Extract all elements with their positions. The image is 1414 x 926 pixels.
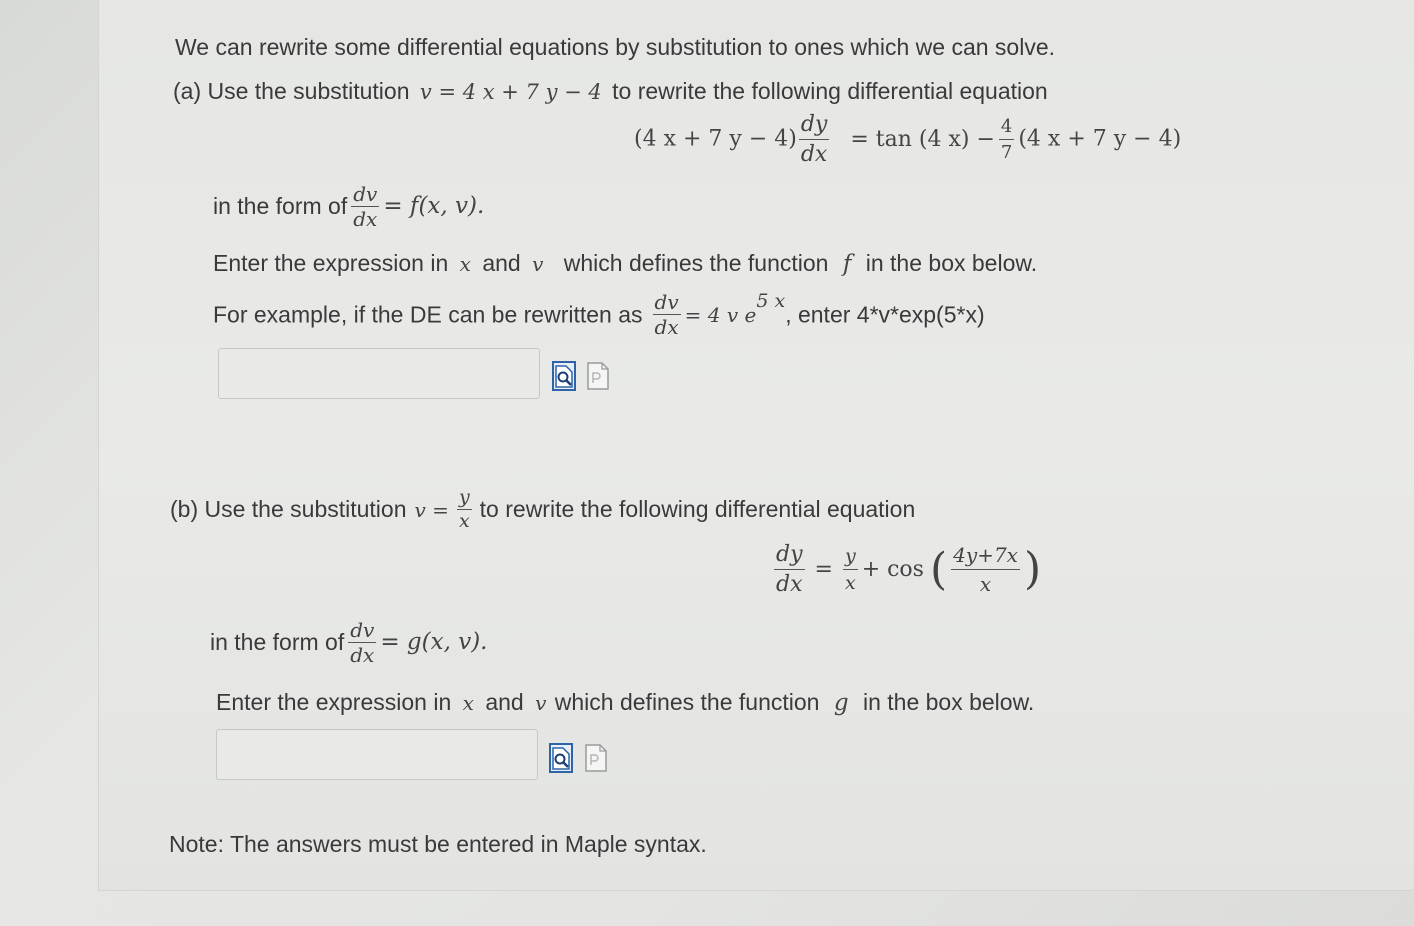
part-b-left-paren: (	[929, 543, 948, 595]
part-b-yx-den: x	[844, 572, 856, 594]
part-b-instruction	[216, 691, 1034, 715]
part-a-rhs-tail: (4 x + 7 y − 4)	[1018, 126, 1182, 152]
part-a-instr-v: v	[532, 252, 544, 276]
part-b-arg-frac	[951, 543, 1020, 596]
part-a-instr-f: f	[842, 251, 852, 277]
part-b-form-den: dx	[350, 643, 375, 667]
part-a-rhs-tan: = tan (4 x) −	[850, 126, 995, 152]
part-a-example-exp: 5 x	[756, 290, 786, 312]
part-b-instr-2: which defines the function	[554, 689, 820, 715]
part-a-form-num: dv	[353, 182, 378, 206]
part-a-prefix: (a) Use the substitution	[173, 78, 410, 104]
part-a-example	[213, 290, 985, 340]
part-a-instr-3: in the box below.	[865, 250, 1038, 276]
part-a-deriv-num: dy	[799, 112, 830, 140]
part-a-coefficient	[999, 116, 1014, 163]
part-b-deriv-den: dx	[776, 572, 803, 597]
part-b-form-prefix: in the form of	[210, 629, 345, 655]
part-b-instr-v: v	[535, 691, 547, 715]
part-a-derivative	[799, 112, 830, 167]
part-a-equation	[634, 112, 1181, 167]
part-b-arg-den: x	[979, 572, 992, 596]
part-b-plus-cos: + cos	[861, 557, 924, 582]
part-b-suffix: to rewrite the following differential equation	[479, 496, 916, 522]
part-a-form-rhs: = f(x, v).	[383, 193, 485, 219]
part-a-coef-den: 7	[1000, 142, 1013, 163]
part-a-instruction	[213, 252, 1037, 276]
part-a-example-suffix: , enter 4*v*exp(5*x)	[785, 301, 985, 328]
part-a-form-line	[213, 184, 484, 229]
part-b-deriv-num: dy	[774, 542, 805, 570]
part-a-lhs-factor: (4 x + 7 y − 4)	[634, 126, 797, 152]
part-b-instr-3: in the box below.	[862, 689, 1035, 715]
part-a-answer-input[interactable]	[218, 348, 540, 399]
part-a-instr-1: Enter the expression in	[213, 250, 449, 276]
part-a-example-num: dv	[654, 290, 679, 315]
part-b-form-rhs: = g(x, v).	[380, 629, 488, 655]
part-b-instr-1: Enter the expression in	[216, 689, 452, 715]
part-a-deriv-den: dx	[800, 142, 828, 167]
part-b-eq-sign: =	[814, 557, 833, 582]
part-b-instr-x: x	[462, 691, 474, 715]
part-a-substitution: v = 4 x + 7 y − 4	[419, 80, 602, 104]
part-a-suffix: to rewrite the following differential equation	[612, 78, 1048, 104]
part-a-example-frac	[653, 290, 681, 340]
intro-text: We can rewrite some differential equations by substitution to ones which we can solve.	[175, 34, 1056, 60]
part-b-header	[170, 488, 915, 531]
part-a-form-den: dx	[353, 207, 378, 231]
part-a-example-den: dx	[654, 315, 679, 340]
part-b-form-frac	[348, 620, 376, 665]
part-b-right-paren: )	[1023, 543, 1042, 595]
part-a-instr-2: which defines the function	[563, 250, 829, 276]
part-b-sub-den: x	[458, 510, 470, 532]
part-a-instr-x: x	[459, 252, 471, 276]
part-a-coef-num: 4	[999, 116, 1014, 140]
part-b-form-num: dv	[350, 618, 375, 642]
part-a-form-frac	[351, 184, 379, 229]
part-a-example-rhs: = 4 v e	[684, 302, 757, 327]
part-b-equation	[770, 542, 1041, 597]
part-b-prefix: (b) Use the substitution	[170, 496, 407, 522]
maple-syntax-note: Note: The answers must be entered in Maple syntax.	[169, 831, 707, 857]
part-a-example-prefix: For example, if the DE can be rewritten as	[213, 301, 643, 328]
part-b-sub-frac	[457, 488, 472, 531]
part-b-yx-frac	[843, 545, 858, 594]
part-b-sub-num: y	[458, 486, 470, 508]
part-b-instr-g: g	[833, 690, 849, 716]
part-a-form-prefix: in the form of	[213, 193, 348, 219]
part-b-answer-input[interactable]	[216, 729, 538, 780]
help-icon[interactable]	[584, 743, 608, 773]
part-b-form-line	[210, 620, 488, 665]
part-b-instr-and: and	[485, 689, 524, 715]
part-b-derivative	[774, 542, 805, 597]
part-a-header	[173, 80, 1048, 103]
part-b-yx-num: y	[843, 545, 858, 570]
preview-icon[interactable]	[552, 361, 576, 391]
part-a-instr-and: and	[482, 250, 521, 276]
help-icon[interactable]	[586, 361, 610, 391]
part-b-sub-lhs: v =	[414, 497, 449, 522]
preview-icon[interactable]	[549, 743, 573, 773]
part-b-arg-num: 4y+7x	[951, 543, 1020, 570]
